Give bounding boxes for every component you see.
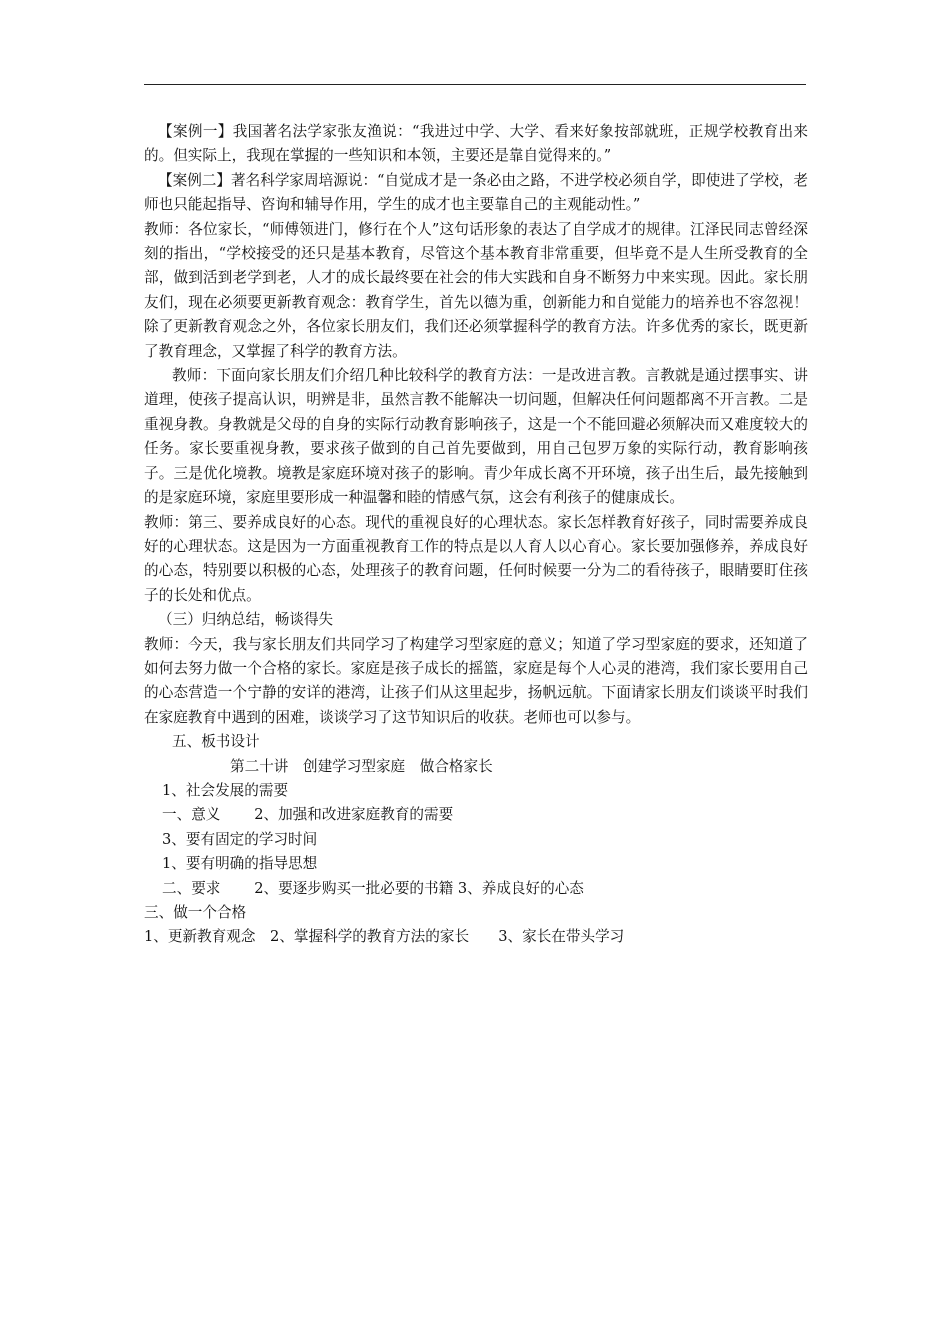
document-body [144,120,808,950]
section-heading-summary: （三）归纳总结，畅谈得失 [158,611,334,629]
teacher-paragraph-4: 教师：今天，我与家长朋友们共同学习了构建学习型家庭的意义；知道了学习型家庭的要求，还知道了如何去努力做一个合格的家长。家庭是孩子成长的摇篮，家庭是每个人心灵的港湾，我们家长要用自己的心态营造一个宁静的安详的港湾，让孩子们从这里起步，扬帆远航。下面请家长朋友们谈谈平时我们在家庭教育中遇到的困难，谈谈学习了这节知识后的收获。老师也可以参与。 [144,635,808,726]
board-line: 三、做一个合格 [144,904,247,921]
teacher-paragraph-1: 教师：各位家长，“师傅领进门，修行在个人”这句话形象的表达了自学成才的规律。江泽民同志曾经深刻的指出，“学校接受的还只是基本教育，尽管这个基本教育非常重要，但毕竟不是人生所受教育的全部，做到活到老学到老，人才的成长最终要在社会的伟大实践和自身不断努力中来实现。因此。家长朋友们，现在必须要更新教育观念：教育学生，首先以德为重，创新能力和自觉能力的培养也不容忽视！除了更新教育观念之外，各位家长朋友们，我们还必须掌握科学的教育方法。许多优秀的家长，既更新了教育理念，又掌握了科学的教育方法。 [144,220,808,360]
header-rule [144,84,806,85]
board-design-heading: 五、板书设计 [172,733,260,751]
board-line: 3、要有固定的学习时间 [162,830,318,848]
teacher-paragraph-3: 教师：第三、要养成良好的心态。现代的重视良好的心理状态。家长怎样教育好孩子，同时需要养成良好的心理状态。这是因为一方面重视教育工作的特点是以人育人以心育心。家长要加强修养，养成良好的心态，特别要以积极的心态，处理孩子的教育问题，任何时候要一分为二的看待孩子，眼睛要盯住孩子的长处和优点。 [144,513,808,604]
board-line: 二、要求 2、要逐步购买一批必要的书籍 3、养成良好的心态 [162,879,584,897]
teacher-paragraph-2: 教师：下面向家长朋友们介绍几种比较科学的教育方法：一是改进言教。言教就是通过摆事实、讲道理，使孩子提高认识，明辨是非，虽然言教不能解决一切问题，但解决任何问题都离不开言教。二是重视身教。身教就是父母的自身的实际行动教育影响孩子，这是一个不能回避必须解决而又难度较大的任务。家长要重视身教，要求孩子做到的自己首先要做到，用自己包罗万象的实际行动，教育影响孩子。三是优化境教。境教是家庭环境对孩子的影响。青少年成长离不开环境，孩子出生后，最先接触到的是家庭环境，家庭里要形成一种温馨和睦的情感气氛，这会有利孩子的健康成长。 [144,367,808,507]
case-one-paragraph: 【案例一】我国著名法学家张友渔说：“我进过中学、大学、看来好象按部就班，正规学校教育出来的。但实际上，我现在掌握的一些知识和本领，主要还是靠自觉得来的。” [144,123,808,165]
board-line: 1、要有明确的指导思想 [162,855,318,873]
board-line: 1、社会发展的需要 [162,781,289,799]
board-line: 1、更新教育观念 2、掌握科学的教育方法的家长 3、家长在带头学习 [144,928,625,946]
case-two-paragraph: 【案例二】著名科学家周培源说：“自觉成才是一条必由之路，不进学校必须自学，即使进了学校，老师也只能起指导、咨询和辅导作用，学生的成才也主要靠自己的主观能动性。” [144,171,808,214]
board-line: 一、意义 2、加强和改进家庭教育的需要 [162,806,454,824]
board-title: 第二十讲 创建学习型家庭 做合格家长 [230,757,493,775]
